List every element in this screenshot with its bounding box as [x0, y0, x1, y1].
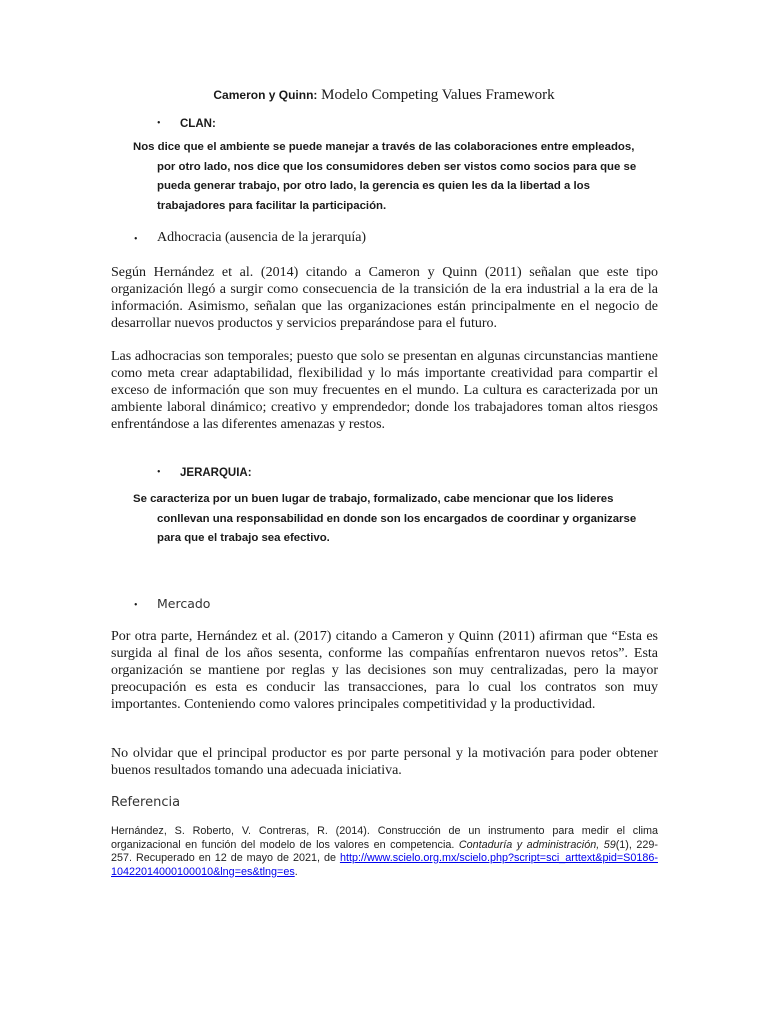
citation-issue: (1), 229-257. Recuperado en 12 de mayo de 2021, de [111, 838, 658, 864]
jerarquia-description [133, 490, 653, 549]
jerarquia-text: Se caracteriza por un buen lugar de trabajo, formalizado, cabe mencionar que los lideres conllevan una responsabilidad en donde son los encargados de coordinar y organizarse para que el trabajo sea efectivo. [133, 493, 637, 544]
adhocracia-bullet: • [134, 234, 138, 245]
mercado-heading: Mercado [157, 596, 211, 611]
citation-lead: Hernández, S. Roberto, V. Contreras, R. (2014). Construcción de un instrumento para medir el clima organizacional en función del modelo de los valores en competencia. [111, 825, 658, 851]
adhocracia-para2-text: Las adhocracias son temporales; puesto que solo se presentan en algunas circunstancias mantiene como meta crear adaptabilidad, flexibilidad y lo más importante creatividad para compartir el exceso de información que son muy frecuentes en el mundo. La cultura es caracterizada por un ambiente laboral dinámico; creativo y emprendedor; donde los trabajadores toman altos riesgos enfrentándose a las diferentes amenazas y restos. [111, 349, 658, 432]
mercado-para1-text: Por otra parte, Hernández et al. (2017) citando a Cameron y Quinn (2011) afirman que “Esta es surgida al final de los años sesenta, conforme las compañías enfrentaron nuevos retos”. Esta organización se mantiene por reglas y las decisiones son muy centralizadas, pero la mayor preocupación es esta es conducir las transacciones, para lo cual los contratos son muy importantes. Conteniendo como valores principales competitividad y la productividad. [111, 629, 658, 712]
citation-link[interactable]: http://www.scielo.org.mx/scielo.php?script=sci_arttext&pid=S0186-10422014000100010&lng=es&tlng=es [111, 852, 658, 878]
title-authors: Cameron y Quinn: [213, 88, 318, 102]
citation-end: . [294, 865, 298, 878]
clan-text: Nos dice que el ambiente se puede manejar a través de las colaboraciones entre empleados, por otro lado, nos dice que los consumidores deben ser vistos como socios para que se pueda generar trabajo, por otro lado, la gerencia es quien les da la libertad a los trabajadores para facilitar la participación. [133, 141, 637, 212]
clan-description [133, 138, 653, 216]
adhocracia-para1-text: Según Hernández et al. (2014) citando a Cameron y Quinn (2011) señalan que este tipo organización llegó a surgir como consecuencia de la transición de la era industrial a la era de la información. Asimismo, señalan que las organizaciones están principalmente en el negocio de desarrollar nuevos productos y servicios preparándose para el futuro. [111, 265, 658, 331]
document-title [0, 86, 768, 104]
clan-heading: CLAN: [180, 118, 216, 130]
title-model: Modelo Competing Values Framework [317, 87, 555, 103]
mercado-paragraph-1 [111, 628, 658, 713]
clan-bullet: • [157, 118, 161, 129]
mercado-para2-text: No olvidar que el principal productor es por parte personal y la motivación para poder obtener buenos resultados tomando una adecuada iniciativa. [111, 746, 658, 778]
mercado-bullet: • [134, 600, 138, 611]
mercado-paragraph-2 [111, 745, 658, 779]
reference-citation [111, 825, 658, 879]
jerarquia-bullet: • [157, 467, 161, 478]
reference-heading: Referencia [111, 795, 181, 810]
adhocracia-paragraph-2 [111, 348, 658, 433]
adhocracia-heading: Adhocracia (ausencia de la jerarquía) [157, 230, 367, 245]
jerarquia-heading: JERARQUIA: [180, 467, 252, 479]
adhocracia-paragraph-1 [111, 264, 658, 332]
citation-journal: Contaduría y administración, 59 [458, 838, 616, 851]
